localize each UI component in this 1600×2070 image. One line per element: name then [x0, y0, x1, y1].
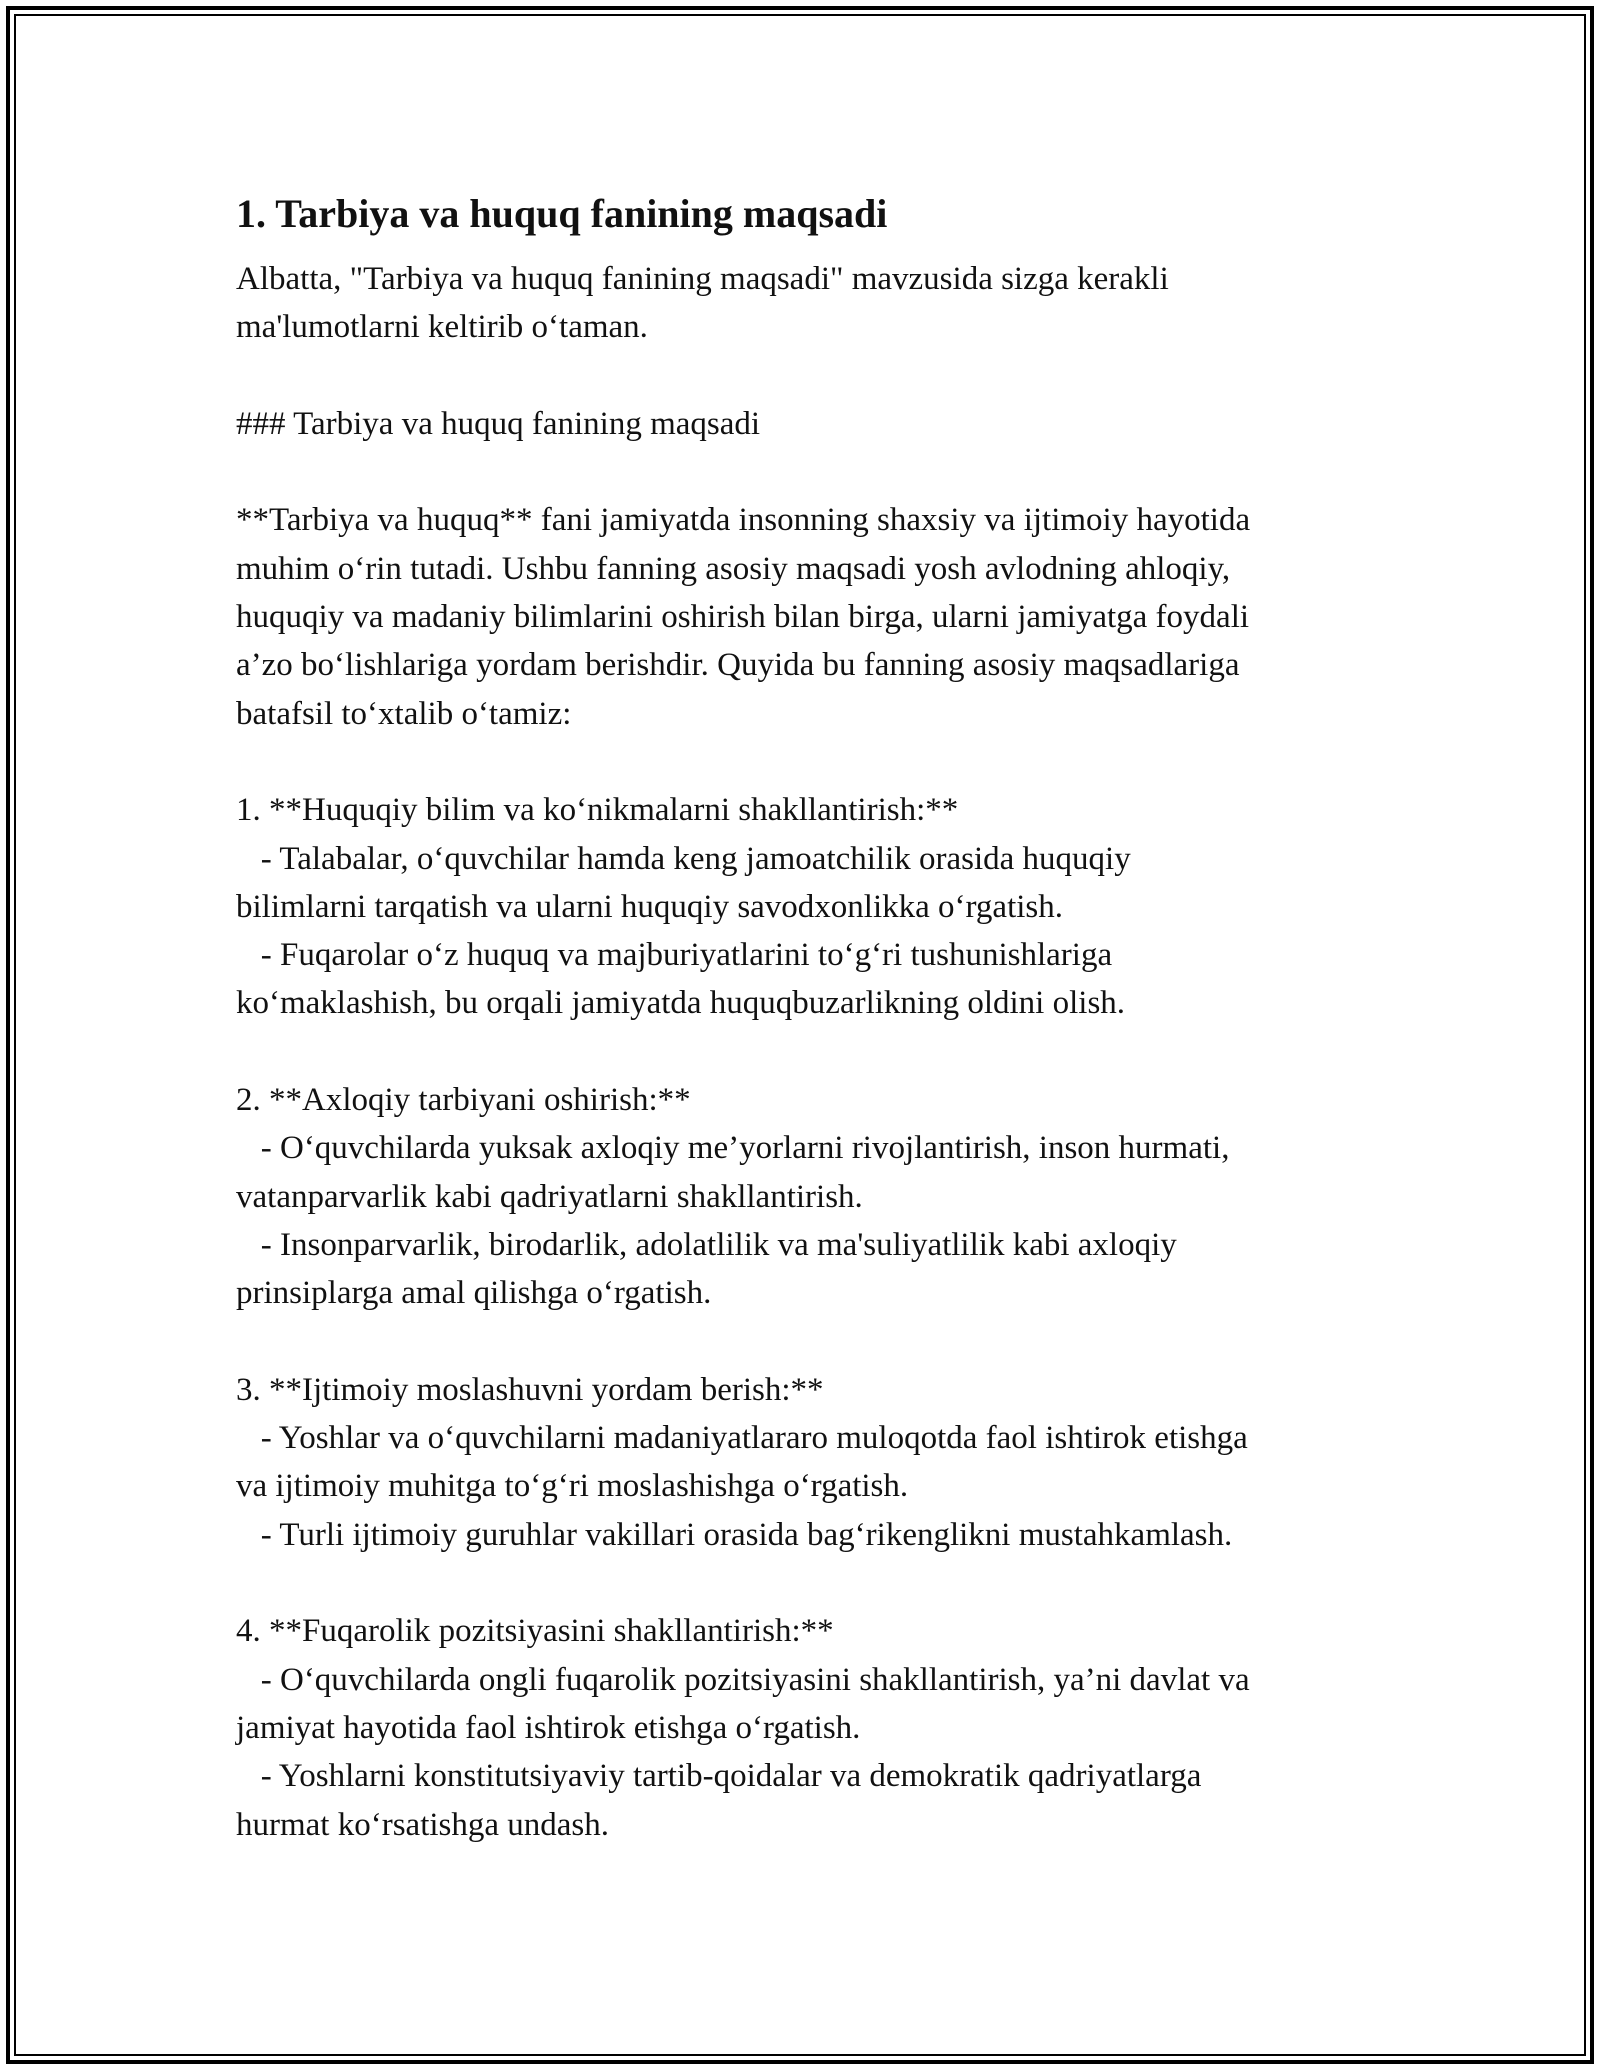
text-line: va ijtimoiy muhitga to‘g‘ri moslashishga o‘rgatish.: [236, 1468, 909, 1505]
text-line: bilimlarni tarqatish va ularni huquqiy savodxonlikka o‘rgatish.: [236, 888, 1063, 925]
text-line: ### Tarbiya va huquq fanining maqsadi: [236, 405, 761, 442]
text-line: - Talabalar, o‘quvchilar hamda keng jamoatchilik orasida huquqiy: [236, 840, 1131, 877]
text-line: - Yoshlarni konstitutsiyaviy tartib-qoidalar va demokratik qadriyatlarga: [236, 1758, 1202, 1795]
text-line: huquqiy va madaniy bilimlarini oshirish bilan birga, ularni jamiyatga foydali: [236, 599, 1250, 636]
text-line: vatanparvarlik kabi qadriyatlarni shakllantirish.: [236, 1178, 863, 1215]
text-line: 4. **Fuqarolik pozitsiyasini shakllantirish:**: [236, 1613, 834, 1650]
text-line: - Fuqarolar o‘z huquq va majburiyatlarini to‘g‘ri tushunishlariga: [236, 937, 1113, 974]
text-line: 2. **Axloqiy tarbiyani oshirish:**: [236, 1082, 691, 1119]
text-line: ma'lumotlarni keltirib o‘taman.: [236, 309, 648, 346]
text-line: 1. **Huquqiy bilim va ko‘nikmalarni shakllantirish:**: [236, 792, 959, 829]
document-text: [236, 255, 1386, 1849]
text-line: - O‘quvchilarda yuksak axloqiy me’yorlarni rivojlantirish, inson hurmati,: [236, 1130, 1230, 1167]
blank-line: [236, 1028, 1386, 1076]
document-heading: 1. Tarbiya va huquq fanining maqsadi: [236, 191, 888, 236]
text-line: Albatta, "Tarbiya va huquq fanining maqsadi" mavzusida sizga kerakli: [236, 261, 1169, 297]
blank-line: [236, 352, 1386, 400]
text-line: - Turli ijtimoiy guruhlar vakillari orasida bag‘rikenglikni mustahkamlash.: [236, 1516, 1233, 1553]
text-line: muhim o‘rin tutadi. Ushbu fanning asosiy maqsadi yosh avlodning ahloqiy,: [236, 550, 1231, 587]
text-line: - O‘quvchilarda ongli fuqarolik pozitsiyasini shakllantirish, ya’ni davlat va: [236, 1661, 1250, 1698]
text-line: prinsiplarga amal qilishga o‘rgatish.: [236, 1275, 712, 1312]
text-line: - Yoshlar va o‘quvchilarni madaniyatlararo muloqotda faol ishtirok etishga: [236, 1420, 1248, 1457]
blank-line: [236, 448, 1386, 496]
text-line: 3. **Ijtimoiy moslashuvni yordam berish:**: [236, 1371, 824, 1408]
blank-line: [236, 1318, 1386, 1366]
text-line: ko‘maklashish, bu orqali jamiyatda huquqbuzarlikning oldini olish.: [236, 985, 1126, 1022]
text-line: batafsil to‘xtalib o‘tamiz:: [236, 695, 572, 732]
text-line: jamiyat hayotida faol ishtirok etishga o‘rgatish.: [236, 1709, 861, 1746]
text-line: hurmat ko‘rsatishga undash.: [236, 1806, 610, 1843]
text-line: - Insonparvarlik, birodarlik, adolatlilik va ma'suliyatlilik kabi axloqiy: [236, 1226, 1177, 1263]
text-line: **Tarbiya va huquq** fani jamiyatda insonning shaxsiy va ijtimoiy hayotida: [236, 502, 1251, 539]
blank-line: [236, 738, 1386, 786]
document-body: [236, 185, 1386, 1849]
text-line: a’zo bo‘lishlariga yordam berishdir. Quyida bu fanning asosiy maqsadlariga: [236, 647, 1240, 684]
blank-line: [236, 1559, 1386, 1607]
